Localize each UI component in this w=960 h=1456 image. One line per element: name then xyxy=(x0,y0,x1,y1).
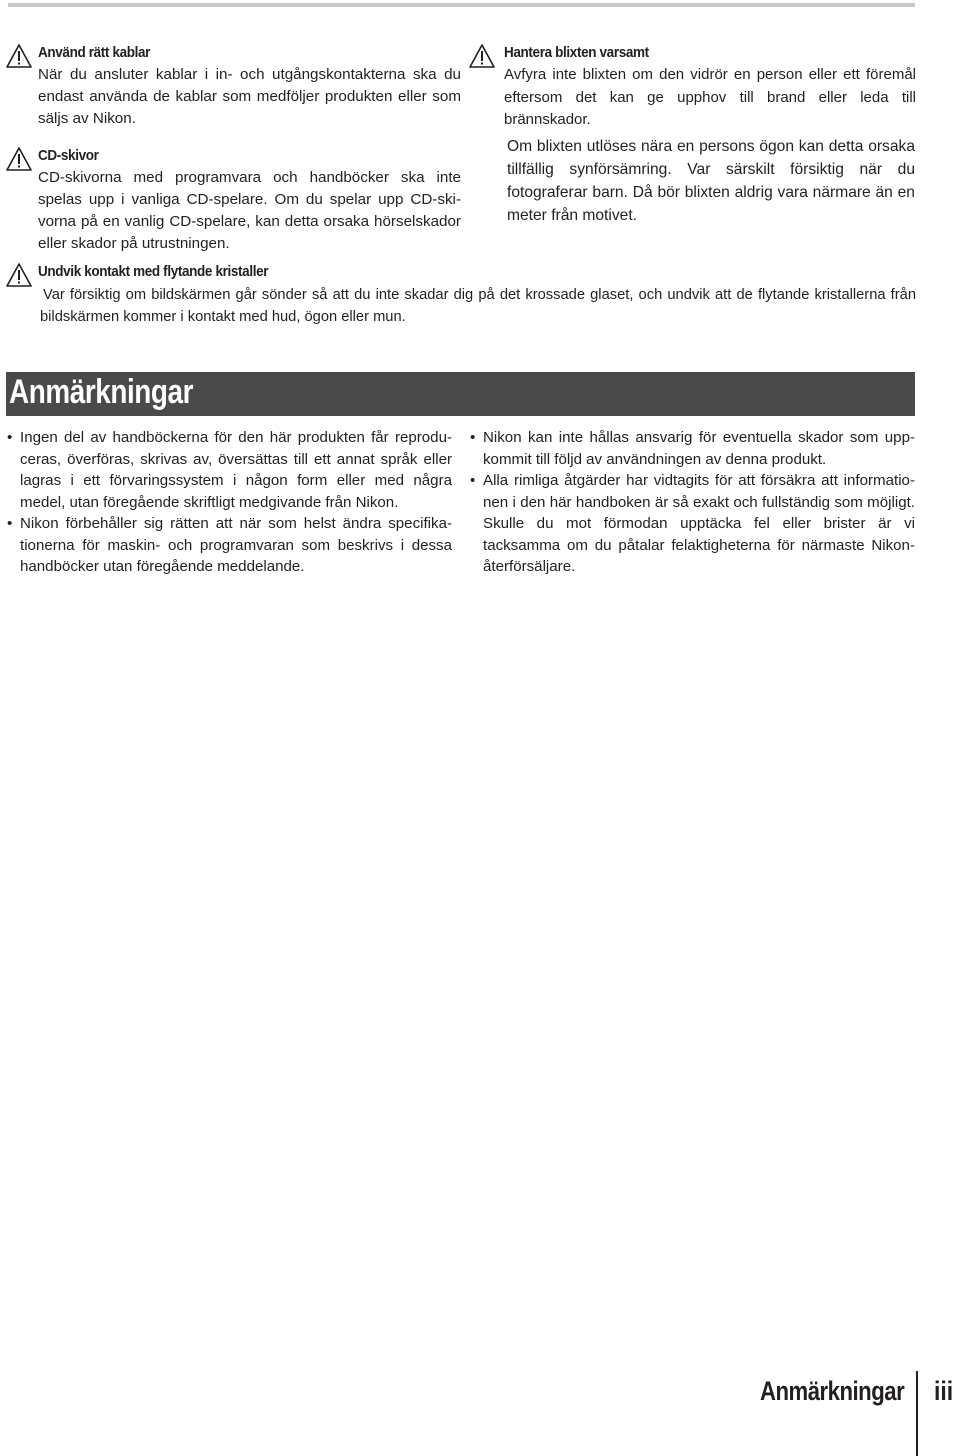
warning-body: CD-skivorna med programvara och handböcker ska inte spelas upp i vanliga CD-spelare. Om du spelar upp CD-skivorna på en vanlig CD-spelare, kan detta orsaka hörselskador eller skador på utrustningen. xyxy=(38,169,461,252)
bullet-icon: • xyxy=(7,515,13,532)
warning-triangle-icon xyxy=(6,263,32,287)
warning-title: Använd rätt kablar xyxy=(38,44,151,61)
list-item xyxy=(7,427,452,513)
list-item-text: Alla rimliga åtgärder har vidtagits för att försäkra att informationen i den här handboken är så exakt och fullständig som möjligt. Skulle du mot förmodan upptäcka fel eller brister är vi tacksamma om du påtalar felaktigheterna för närmaste Nikonåterförsäljare. xyxy=(483,472,915,575)
notes-list-left xyxy=(7,427,452,578)
list-item xyxy=(7,513,452,578)
top-rule xyxy=(8,3,915,7)
warning-title: CD-skivor xyxy=(38,147,99,164)
footer-divider xyxy=(916,1371,918,1456)
page-number: iii xyxy=(934,1376,954,1406)
warning-triangle-icon xyxy=(6,44,32,68)
list-item-text: Nikon förbehåller sig rätten att när som helst ändra specifikationerna för maskin- och programvaran som beskrivs i dessa handböcker utan föregående meddelande. xyxy=(20,515,452,575)
list-item xyxy=(470,470,915,578)
warning-triangle-icon xyxy=(469,44,495,68)
list-item xyxy=(470,427,915,470)
list-item-text: Ingen del av handböckerna för den här produkten får reproduceras, överföras, skrivas av, översättas till ett annat språk eller lagras i ett förvaringssystem i någon form eller med några medel, utan föregående skriftligt medgivande från Nikon. xyxy=(20,429,452,511)
bullet-icon: • xyxy=(470,472,476,489)
bullet-icon: • xyxy=(7,429,13,446)
section-title: Anmärkningar xyxy=(9,373,194,411)
warning-body-secondary: Om blixten utlöses nära en persons ögon kan detta orsaka tillfällig synförsämring. Var särskilt försiktig när du fotograferar barn. Då bör blixten aldrig vara närmare än en meter från motivet. xyxy=(507,138,915,224)
footer-section-title: Anmärkningar xyxy=(760,1376,905,1406)
warning-title: Hantera blixten varsamt xyxy=(504,44,649,61)
warning-body: Var försiktig om bildskärmen går sönder så att du inte skadar dig på det krossade glaset, och undvik att de flytande kristallerna från bildskärmen kommer i kontakt med hud, ögon eller mun. xyxy=(40,287,916,325)
warning-triangle-icon xyxy=(6,147,32,171)
notes-list-right xyxy=(470,427,915,578)
warning-title: Undvik kontakt med flytande kristaller xyxy=(38,263,269,280)
warning-body: Avfyra inte blixten om den vidrör en person eller ett föremål eftersom det kan ge upphov till brand eller leda till brännskador. xyxy=(504,66,916,128)
bullet-icon: • xyxy=(470,429,476,446)
section-header-bar xyxy=(6,372,915,416)
list-item-text: Nikon kan inte hållas ansvarig för eventuella skador som uppkommit till följd av användningen av denna produkt. xyxy=(483,429,915,468)
warning-body: När du ansluter kablar i in- och utgångskontakterna ska du endast använda de kablar som medföljer produkten eller som säljs av Nikon. xyxy=(38,66,461,127)
